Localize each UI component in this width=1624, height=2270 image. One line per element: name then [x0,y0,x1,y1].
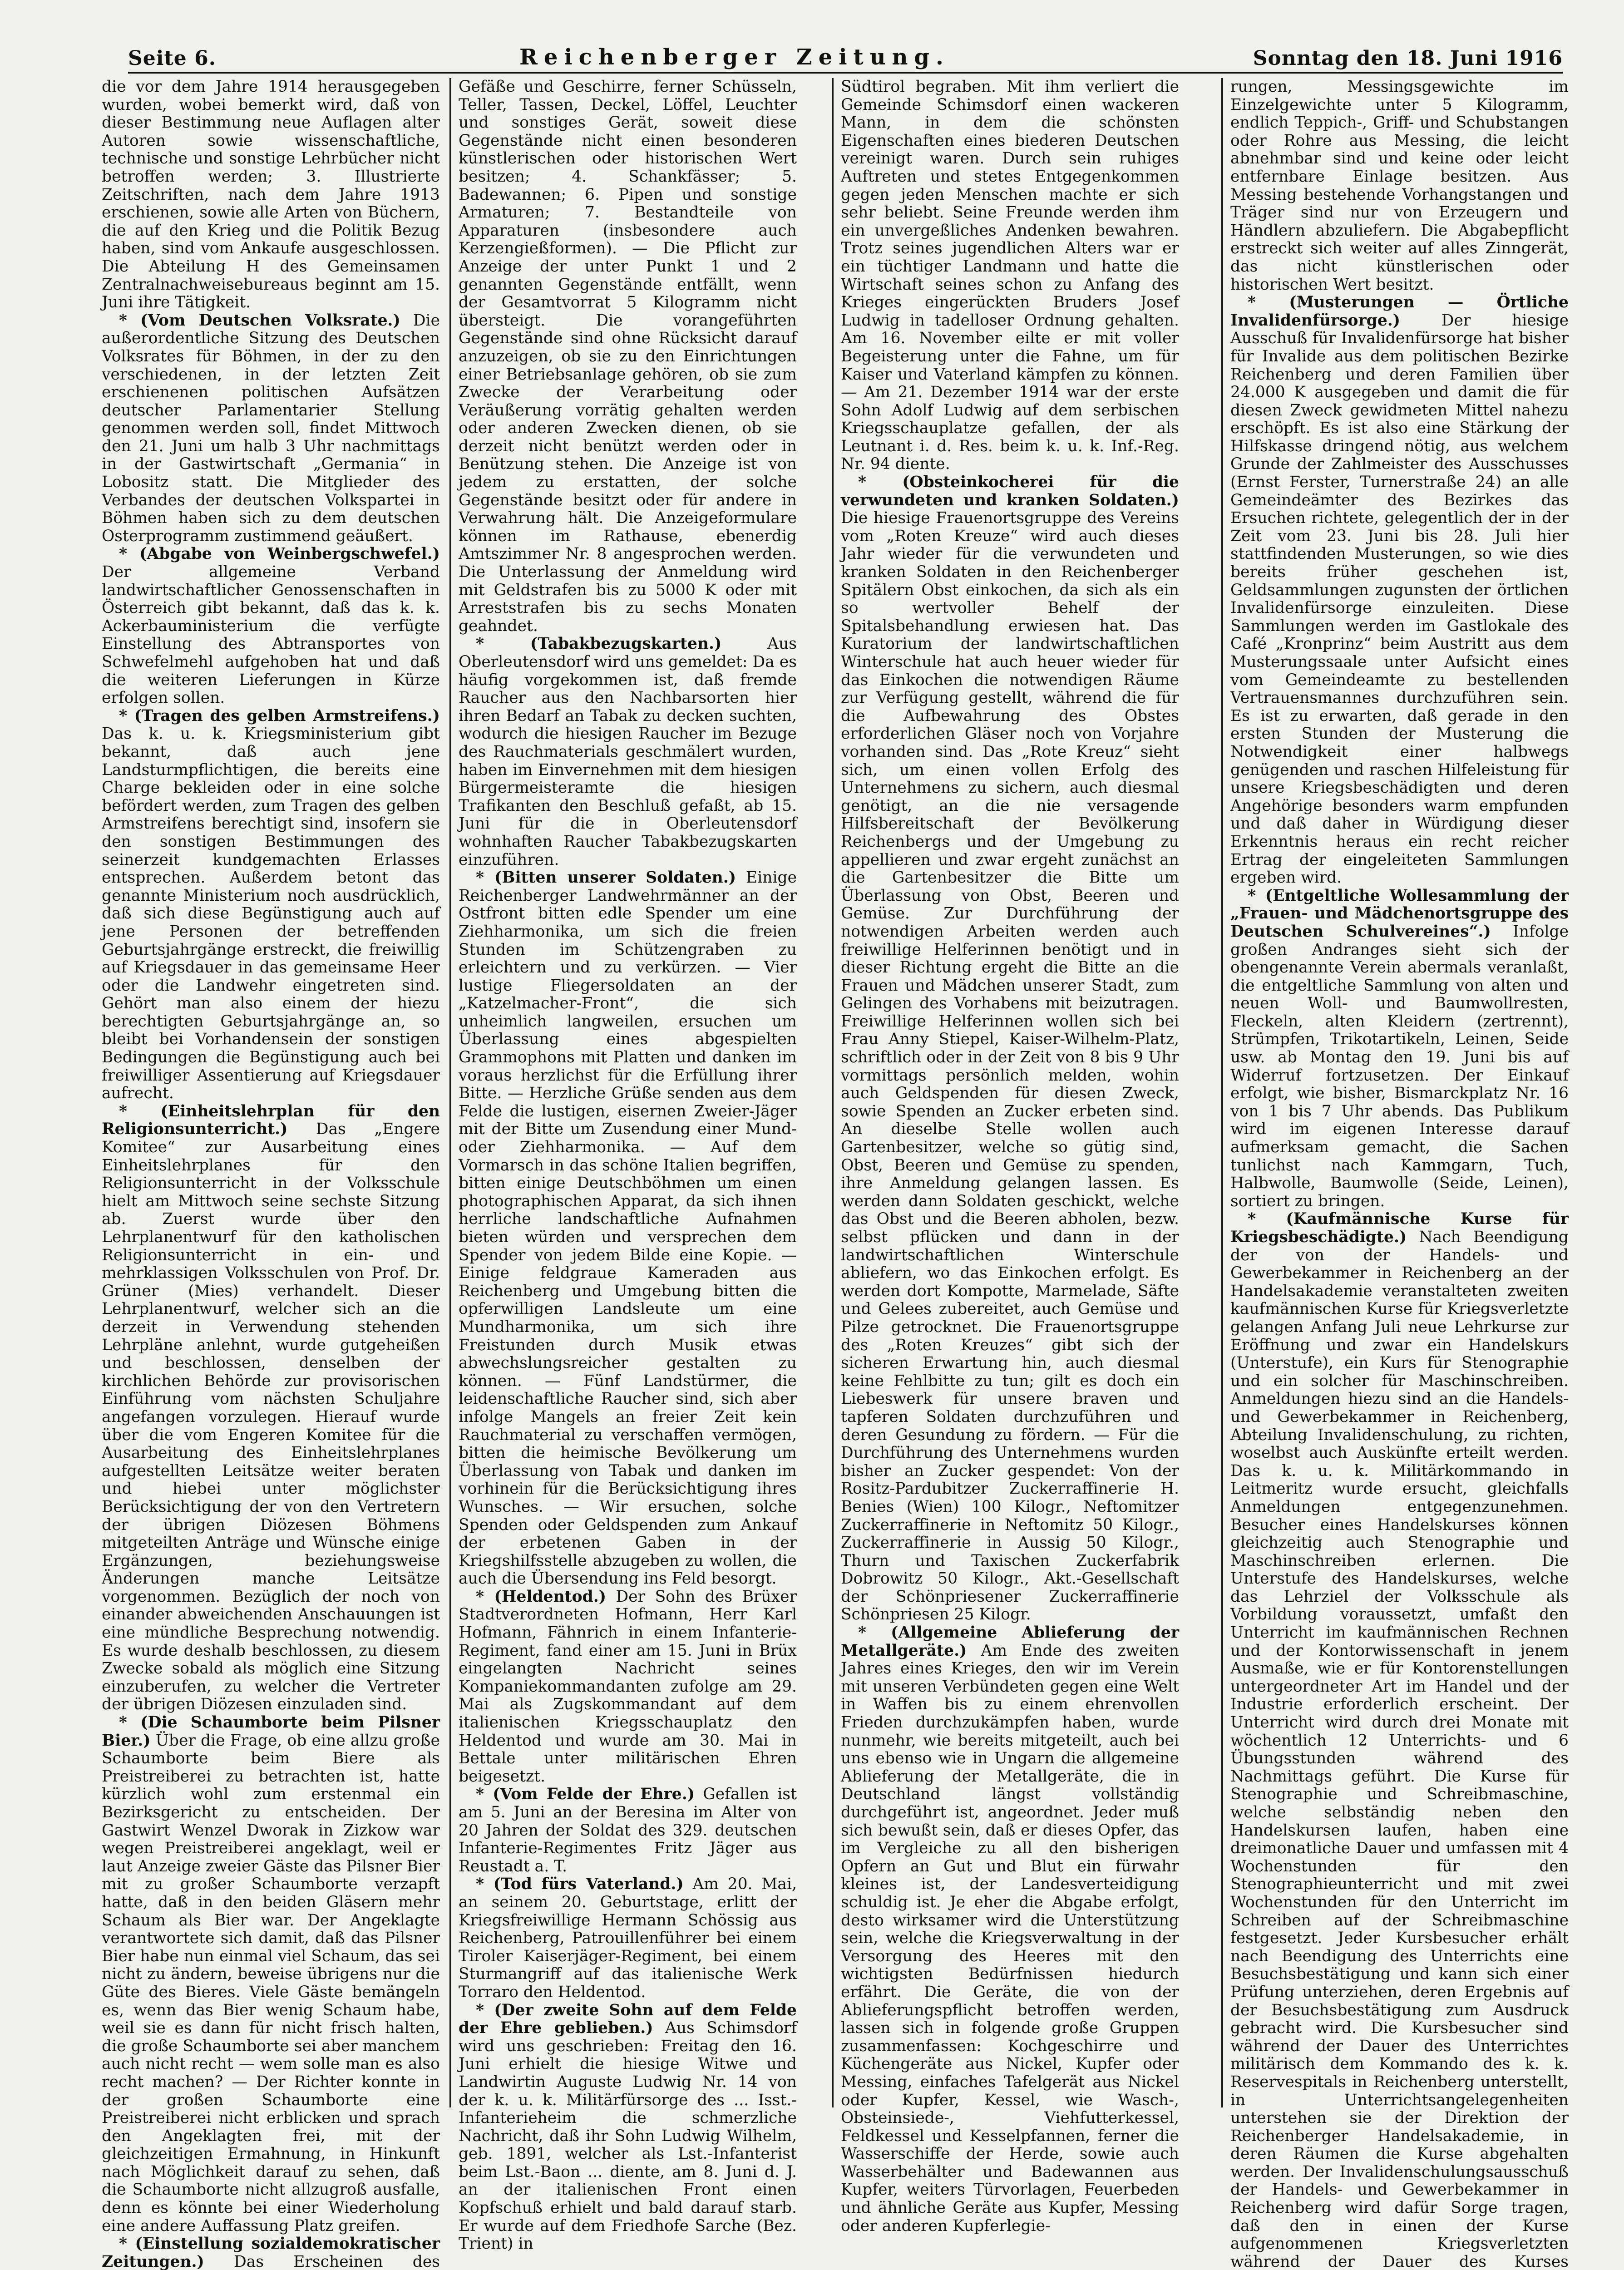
article-heading: * (Tod fürs Vaterland.) [476,1875,684,1894]
column-3 [841,78,1179,2235]
article-text: Am 20. Mai, an seinem 20. Geburtstage, erlitt der Kriegsfreiwillige Hermann Schössig aus Reichenberg, Patrouillenführer bei einem Tiroler Kaiserjäger-Regiment, bei einem Sturmangriff auf das italienische Werk Torraro den Heldentod. [459,1875,797,2001]
article-text: Das k. u. k. Kriegsministerium gibt bekannt, daß auch jene Landsturmpflichtigen, die bereits eine Charge bekleiden oder in eine solche befördert werden, zum Tragen des gelben Armstreifens berechtigt sind, insofern sie den sonstigen Bestimmungen des seinerzeit kundgemachten Erlasses entsprechen. Außerdem betont das genannte Ministerium noch ausdrücklich, daß sich diese Begünstigung auch auf jene Personen der betreffenden Geburtsjahrgänge erstreckt, die freiwillig auf Kriegsdauer in das gemeinsame Heer oder die Landwehr eingetreten sind. Gehört man also einem der hiezu berechtigten Geburtsjahrgänge an, so bleibt bei Vorhandensein der sonstigen Bedingungen die Begünstigung auch bei freiwilliger Assentierung auf Kriegsdauer aufrecht. [102,725,440,1103]
article-heading: * (Tragen des gelben Armstreifens.) [119,706,440,725]
article-paragraph [1230,294,1569,887]
article-heading: * (Einstellung sozialdemokratischer Zeitungen.) [102,2235,440,2270]
article-text: Das Erscheinen des [234,2252,440,2270]
article-paragraph [102,78,440,312]
article-paragraph [102,1714,440,2235]
article-heading: * (Der zweite Sohn auf dem Felde der Ehre geblieben.) [459,2001,797,2038]
article-paragraph [102,2235,440,2270]
article-paragraph [102,707,440,1103]
article-heading: * (Bitten unserer Soldaten.) [476,869,736,887]
article-paragraph [1230,1210,1569,2270]
article-heading: * (Entgeltliche Wollesammlung der „Frauen- und Mädchenortsgruppe des Deutschen Schulvereines“.) [1230,886,1569,941]
article-text: rungen, Messingsgewichte im Einzelgewichte unter 5 Kilogramm, endlich Teppich-, Griff- und Schubstangen oder Rohre aus Messing, die leicht abnehmbar sind und keine oder leicht entfernbare Einlage besitzen. Aus Messing bestehende Vorhangstangen und Träger sind nur von Erzeugern und Händlern abzuliefern. Die Abgabepflicht erstreckt sich weiter auf alles Zinngerät, das nicht künstlerischen oder historischen Wert besitzt. [1230,78,1569,294]
newspaper-title: Reichenberger Zeitung. [519,44,950,70]
article-paragraph [459,869,797,1588]
article-text: Der Sohn des Brüxer Stadtverordneten Hofmann, Herr Karl Hofmann, Fähnrich in einem Infanterie-Regiment, fand einer am 15. Juni in Brüx eingelangten Nachricht seines Kompaniekommandanten zufolge am 29. Mai als Zugskommandant auf dem italienischen Kriegsschauplatz den Heldentod und wurde am 30. Mai in Bettale unter militärischen Ehren beigesetzt. [459,1587,797,1786]
article-paragraph [841,474,1179,1624]
column-2 [459,78,797,2253]
article-paragraph [1230,78,1569,294]
article-text: Einige Reichenberger Landwehrmänner an der Ostfront bitten edle Spender um eine Ziehharmonika, um sich die freien Stunden im Schützengraben zu erleichtern und zu verkürzen. — Vier lustige Fliegersoldaten an der „Katzelmacher-Front“, die sich unheimlich langweilen, ersuchen um Überlassung eines abgespielten Grammophons mit Platten und danken im voraus herzlichst für die Erfüllung ihrer Bitte. — Herzliche Grüße senden aus dem Felde die lustigen, eisernen Zweier-Jäger mit der Bitte um Zusendung einer Mund- oder Ziehharmonika. — Auf dem Vormarsch in das schöne Italien begriffen, bitten einige Deutschböhmen um einen photographischen Apparat, da sich ihnen herrliche landschaftliche Aufnahmen bieten würden und versprechen dem Spender von jedem Bilde eine Kopie. — Einige feldgraue Kameraden aus Reichenberg und Umgebung bitten die opferwilligen Landsleute um eine Mundharmonika, um sich ihre Freistunden durch Musik etwas abwechslungsreicher gestalten zu können. — Fünf Landstürmer, die leidenschaftliche Raucher sind, sich aber infolge Mangels an freier Zeit kein Rauchmaterial zu verschaffen vermögen, bitten die heimische Bevölkerung um Überlassung von Tabak und danken im vorhinein für die Berücksichtigung ihres Wunsches. — Wir ersuchen, solche Spenden oder Geldspenden zum Ankauf der erbetenen Gaben in der Kriegshilfsstelle abzugeben zu wollen, die auch die Übersendung ins Feld besorgt. [459,869,797,1588]
article-heading: * (Kaufmännische Kurse für Kriegsbeschädigte.) [1230,1210,1569,1246]
article-paragraph [459,78,797,635]
header-rule [128,72,1563,74]
column-divider [1221,78,1223,2107]
article-text: Gefallen ist am 5. Juni an der Beresina im Alter von 20 Jahren der Soldat des 329. deutschen Infanterie-Regimentes Fritz Jäger aus Reustadt a. T. [459,1785,797,1875]
article-paragraph [459,1588,797,1786]
issue-date: Sonntag den 18. Juni 1916 [1253,47,1563,70]
article-text: die vor dem Jahre 1914 herausgegeben wurden, wobei bemerkt wird, daß von dieser Bestimmung neue Auflagen alter Autoren sowie wissenschaftliche, technische und sonstige Lehrbücher nicht betroffen werden; 3. Illustrierte Zeitschriften, nach dem Jahre 1913 erschienen, sowie alle Arten von Büchern, die auf den Krieg und die Politik Bezug haben, sind vom Ankaufe ausgeschlossen. Die Abteilung H des Gemeinsamen Zentralnachweisebureaus beginnt am 15. Juni ihre Tätigkeit. [102,78,440,312]
page-header [128,38,1563,70]
article-heading: * (Musterungen — Örtliche Invalidenfürsorge.) [1230,293,1569,330]
article-heading: * (Einheitslehrplan für den Religionsunterricht.) [102,1102,440,1139]
column-4 [1230,78,1569,2270]
article-text: Die hiesige Frauenortsgruppe des Vereins vom „Roten Kreuze“ wird auch dieses Jahr wieder für die verwundeten und kranken Soldaten in den Reichenberger Spitälern Obst einkochen, da sich als ein so wertvoller Behelf der Spitalsbehandlung erwiesen hat. Das Kuratorium der landwirtschaftlichen Winterschule hat auch heuer wieder für das Einkochen die notwendigen Räume zur Verfügung gestellt, während die für die Aufbewahrung des Obstes erforderlichen Gläser noch von Vorjahre vorhanden sind. Das „Rote Kreuz“ sieht sich, um einen vollen Erfolg des Unternehmens zu sichern, auch diesmal genötigt, an die nie versagende Hilfsbereitschaft der Bevölkerung Reichenbergs und der Umgebung zu appellieren und zwar ergeht zunächst an die Gartenbesitzer die Bitte um Überlassung von Obst, Beeren und Gemüse. Zur Durchführung der notwendigen Arbeiten werden auch freiwillige Helferinnen benötigt und in dieser Richtung ergeht die Bitte an die Frauen und Mädchen unserer Stadt, zum Gelingen des Vorhabens mit beizutragen. Freiwillige Helferinnen wollen sich bei Frau Anny Stiepel, Kaiser-Wilhelm-Platz, schriftlich oder in der Zeit von 8 bis 9 Uhr vormittags persönlich melden, wohin auch Geldspenden für diesen Zweck, sowie Spenden an Zucker erbeten sind. An dieselbe Stelle wollen auch Gartenbesitzer, welche so gütig sind, Obst, Beeren und Gemüse zu spenden, ihre Anmeldung gelangen lassen. Es werden dann Soldaten geschickt, welche das Obst und die Beeren abholen, bezw. selbst pflücken und dann in der landwirtschaftlichen Winterschule abliefern, wo das Einkochen erfolgt. Es werden dort Kompotte, Marmelade, Säfte und Gelees zubereitet, auch Gemüse und Pilze getrocknet. Die Frauenortsgruppe des „Roten Kreuzes“ gibt sich der sicheren Erwartung hin, auch diesmal keine Fehlbitte zu tun; gilt es doch ein Liebeswerk für unsere braven und tapferen Soldaten durchzuführen und deren Gesundung zu fördern. — Für die Durchführung des Unternehmens wurden bisher an Zucker gespendet: Von der Rositz-Pardubitzer Zuckerraffinerie H. Benies (Wien) 100 Kilogr., Neftomitzer Zuckerraffinerie in Neftomitz 50 Kilogr., Zuckerraffinerie in Aussig 50 Kilogr., Thurn und Taxischen Zuckerfabrik Dobrowitz 50 Kilogr., Akt.-Gesellschaft der Schönpriesener Zuckerraffinerie Schönpriesen 25 Kilogr. [841,509,1179,1624]
article-heading: * (Vom Felde der Ehre.) [476,1785,695,1804]
article-paragraph [1230,887,1569,1211]
article-heading: * (Tabakbezugskarten.) [476,635,722,653]
article-text: Der allgemeine Verband landwirtschaftlicher Genossenschaften in Österreich gibt bekannt, daß das k. k. Ackerbauministerium die verfügte Einstellung des Abtransportes von Schwefelmehl aufgehoben hat und daß die weiteren Lieferungen in Kürze erfolgen sollen. [102,563,440,707]
article-paragraph [841,1624,1179,2235]
article-text: Aus Oberleutensdorf wird uns gemeldet: Da es häufig vorgekommen ist, daß fremde Raucher aus den Nachbarsorten hier ihren Bedarf an Tabak zu decken suchten, wodurch die hiesigen Raucher im Bezuge des Rauchmaterials geschmälert wurden, haben im Einvernehmen mit dem hiesigen Bürgermeisteramte die hiesigen Trafikanten den Beschluß gefaßt, ab 15. Juni für die in Oberleutensdorf wohnhaften Raucher Tabakbezugskarten einzuführen. [459,635,797,869]
article-text: Nach Beendigung der von der Handels- und Gewerbekammer in Reichenberg an der Handelsakademie veranstalteten zweiten kaufmännischen Kurse für Kriegsverletzte gelangen Anfang Juli neue Lehrkurse zur Eröffnung und zwar ein Handelskurs (Unterstufe), ein Kurs für Stenographie und ein solcher für Maschinschreiben. Anmeldungen hiezu sind an die Handels- und Gewerbekammer in Reichenberg, Abteilung Invalidenschulung, zu richten, woselbst auch Auskünfte erteilt werden. Das k. u. k. Militärkommando in Leitmeritz wurde ersucht, gleichfalls Anmeldungen entgegenzunehmen. Besucher eines Handelskurses können gleichzeitig auch Stenographie und Maschinschreiben erlernen. Die Unterstufe des Handelskurses, welche das Lehrziel der Volksschule als Vorbildung voraussetzt, umfaßt den Unterricht im kaufmännischen Rechnen und der Kontorwissenschaft in jenem Ausmaße, wie er für Kontorenstellungen untergeordneter Art im Handel und der Industrie erforderlich erscheint. Der Unterricht wird durch drei Monate mit wöchentlich 12 Unterrichts- und 6 Übungsstunden während des Nachmittags geführt. Die Kurse für Stenographie und Schreibmaschine, welche selbständig neben den Handelskursen laufen, haben eine dreimonatliche Dauer und umfassen mit 4 Wochenstunden für den Stenographieunterricht und mit zwei Wochenstunden für den Unterricht im Schreiben auf der Schreibmaschine festgesetzt. Jeder Kursbesucher erhält nach Beendigung des Unterrichts eine Besuchsbestätigung und kann sich einer Prüfung unterziehen, deren Ergebnis auf der Besuchsbestätigung zum Ausdruck gebracht wird. Die Kursbesucher sind während der Dauer des Unterrichtes militärisch dem Kommando des k. k. Reservespitals in Reichenberg unterstellt, in Unterrichtsangelegenheiten unterstehen sie der Direktion der Reichenberger Handelsakademie, in deren Räumen die Kurse abgehalten werden. Der Invalidenschulungsausschuß der Handels- und Gewerbekammer in Reichenberg wird dafür Sorge tragen, daß den in einen der Kurse aufgenommenen Kriegsverletzten während der Dauer des Kurses [1230,1228,1569,2270]
article-text: Über die Frage, ob eine allzu große Schaumborte beim Biere als Preistreiberei zu betrachten ist, hatte kürzlich wohl zum erstenmal ein Bezirksgericht zu entscheiden. Der Gastwirt Wenzel Dworak in Zizkow war wegen Preistreiberei angeklagt, weil er laut Anzeige zweier Gäste das Pilsner Bier mit zu großer Schaumborte verzapft hatte, daß in den beiden Gläsern mehr Schaum als Bier war. Der Angeklagte verantwortete sich damit, daß das Pilsner Bier habe nun einmal viel Schaum, das sei nicht zu ändern, beweise übrigens nur die Güte des Bieres. Viele Gäste bemängeln es, wenn das Bier wenig Schaum habe, weil sie es dann für nicht frisch halten, die große Schaumborte sei aber manchem auch nicht recht — wem solle man es also recht machen? — Der Richter konnte in der großen Schaumborte eine Preistreiberei nicht erblicken und sprach den Angeklagten frei, mit der gleichzeitigen Ermahnung, in Hinkunft nach Möglichkeit darauf zu sehen, daß die Schaumborte nicht allzugroß ausfalle, denn es könnte bei einer Wiederholung eine andere Auffassung Platz greifen. [102,1731,440,2235]
article-heading: * (Obsteinkocherei für die verwundeten und kranken Soldaten.) [841,473,1179,509]
article-text: Der hiesige Ausschuß für Invalidenfürsorge hat bisher für Invalide aus dem politischen Bezirke Reichenberg und deren Familien über 24.000 K ausgegeben und damit die für diesen Zweck gewidmeten Mittel nahezu erschöpft. Es ist also eine Stärkung der Hilfskasse dringend nötig, aus welchem Grunde der Zahlmeister des Ausschusses (Ernst Ferster, Turnerstraße 24) an alle Gemeindeämter des Bezirkes das Ersuchen richtete, gelegentlich der in der Zeit vom 23. Juni bis 28. Juli hier stattfindenden Musterungen, so wie dies bereits früher geschehen ist, Geldsammlungen zugunsten der örtlichen Invalidenfürsorge einzuleiten. Diese Sammlungen werden im Gastlokale des Café „Kronprinz“ beim Austritt aus dem Musterungssaale unter Aufsicht eines vom Gemeindeamte zu bestellenden Vertrauensmannes durchzuführen sein. Es ist zu erwarten, daß gerade in den ersten Stunden der Musterung die Notwendigkeit einer halbwegs genügenden und raschen Hilfeleistung für unsere Kriegsbeschädigten und deren Angehörige besonders warm empfunden und daß daher in Würdigung dieser Erkenntnis heraus ein recht reicher Ertrag der eingeleiteten Sammlungen ergeben wird. [1230,311,1569,887]
article-text: Gefäße und Geschirre, ferner Schüsseln, Teller, Tassen, Deckel, Löffel, Leuchter und sonstiges Gerät, soweit diese Gegenstände nicht einen besonderen künstlerischen oder historischen Wert besitzen; 4. Schankfässer; 5. Badewannen; 6. Pipen und sonstige Armaturen; 7. Bestandteile von Apparaturen (insbesondere auch Kerzengießformen). — Die Pflicht zur Anzeige der unter Punkt 1 und 2 genannten Gegenstände entfällt, wenn der Gesamtvorrat 5 Kilogramm nicht übersteigt. Die vorangeführten Gegenstände sind ohne Rücksicht darauf anzuzeigen, ob sie zu den Einrichtungen einer Betriebsanlage gehören, ob sie zum Zwecke der Verarbeitung oder Veräußerung vorrätig gehalten werden oder anderen Zwecken dienen, ob sie derzeit nicht benützt werden oder in Benützung stehen. Die Anzeige ist von jedem zu erstatten, der solche Gegenstände besitzt oder für andere in Verwahrung hält. Die Anzeigeformulare können im Rathause, ebenerdig Amtszimmer Nr. 8 angesprochen werden. Die Unterlassung der Anmeldung wird mit Geldstrafen bis zu 5000 K oder mit Arreststrafen bis zu sechs Monaten geahndet. [459,78,797,635]
article-text: Südtirol begraben. Mit ihm verliert die Gemeinde Schimsdorf einen wackeren Mann, in dem die schönsten Eigenschaften eines biederen Deutschen vereinigt waren. Durch sein ruhiges Auftreten und stetes Entgegenkommen gegen jeden Menschen machte er sich sehr beliebt. Seine Freunde werden ihm ein unvergeßliches Andenken bewahren. Trotz seines jugendlichen Alters war er ein tüchtiger Landmann und hatte die Wirtschaft seines schon zu Anfang des Krieges eingerückten Bruders Josef Ludwig in tadelloser Ordnung gehalten. Am 16. November eilte er mit voller Begeisterung unter die Fahne, um für Kaiser und Vaterland kämpfen zu können. — Am 21. Dezember 1914 war der erste Sohn Adolf Ludwig auf dem serbischen Kriegsschauplatze gefallen, der als Leutnant i. d. Res. beim k. u. k. Inf.-Reg. Nr. 94 diente. [841,78,1179,474]
column-divider [832,78,834,2107]
article-paragraph [459,1786,797,1875]
article-text: Das „Engere Komitee“ zur Ausarbeitung eines Einheitslehrplanes für den Religionsunterricht in der Volksschule hielt am Mittwoch seine sechste Sitzung ab. Zuerst wurde über den Lehrplanentwurf für den katholischen Religionsunterricht in ein- und mehrklassigen Volksschulen von Prof. Dr. Grüner (Mies) verhandelt. Dieser Lehrplanentwurf, welcher sich an die derzeit in Verwendung stehenden Lehrpläne anlehnt, wurde gutgeheißen und beschlossen, denselben der kirchlichen Behörde zur provisorischen Einführung vom nächsten Schuljahre angefangen vorzulegen. Hierauf wurde über die vom Engeren Komitee für die Ausarbeitung des Einheitslehrplanes aufgestellten Leitsätze weiter beraten und hiebei unter möglichster Berücksichtigung der von den Vertretern der übrigen Diözesen Böhmens mitgeteilten Anträge und Wünsche einige Ergänzungen, beziehungsweise Änderungen manche Leitsätze vorgenommen. Bezüglich der noch von einander abweichenden Anschauungen ist eine mündliche Besprechung notwendig. Es wurde deshalb beschlossen, zu diesem Zwecke sobald als möglich eine Sitzung einzuberufen, zu welcher die Vertreter der übrigen Diözesen einzuladen sind. [102,1120,440,1714]
article-heading: * (Vom Deutschen Volksrate.) [119,311,400,330]
article-heading: * (Allgemeine Ablieferung der Metallgeräte.) [841,1624,1179,1660]
article-heading: * (Heldentod.) [476,1587,607,1606]
article-text: Infolge großen Andranges sieht sich der obengenannte Verein abermals veranlaßt, die entgeltliche Sammlung von alten und neuen Woll- und Baumwollresten, Fleckeln, alten Kleidern (zertrennt), Strümpfen, Trikotartikeln, Leinen, Seide usw. ab Montag den 19. Juni bis auf Widerruf fortzusetzen. Der Einkauf erfolgt, wie bisher, Bismarckplatz Nr. 16 von 1 bis 7 Uhr abends. Das Publikum wird im eigenen Interesse darauf aufmerksam gemacht, die Sachen tunlichst nach Kammgarn, Tuch, Halbwolle, Baumwolle (Seide, Leinen), sortiert zu bringen. [1230,922,1569,1210]
column-divider [449,78,451,2107]
article-text: Die außerordentliche Sitzung des Deutschen Volksrates für Böhmen, in der zu den verschiedenen, in der letzten Zeit erschienenen politischen Aufsätzen deutscher Parlamentarier Stellung genommen werden soll, findet Mittwoch den 21. Juni um halb 3 Uhr nachmittags in der Gastwirtschaft „Germania“ in Lobositz statt. Die Mitglieder des Verbandes der deutschen Volkspartei in Böhmen haben sich zu dem deutschen Osterprogramm zustimmend geäußert. [102,311,440,545]
column-1 [102,78,440,2270]
article-paragraph [459,1875,797,2001]
article-paragraph [459,2002,797,2253]
article-text: Aus Schimsdorf wird uns geschrieben: Freitag den 16. Juni erhielt die hiesige Witwe und Landwirtin Auguste Ludwig Nr. 14 von der k. u. k. Militärfürsorge des ... Isst.-Infanterieheim die schmerzliche Nachricht, daß ihr Sohn Ludwig Wilhelm, geb. 1891, welcher als Lst.-Infanterist beim Lst.-Baon ... diente, am 8. Juni d. J. an der italienischen Front einen Kopfschuß erhielt und bald darauf starb. Er wurde auf dem Friedhofe Sarche (Bez. Trient) in [459,2019,797,2253]
article-paragraph [841,78,1179,474]
page-number: Seite 6. [128,47,217,70]
article-paragraph [102,312,440,546]
article-paragraph [102,1103,440,1714]
article-heading: * (Abgabe von Weinbergschwefel.) [119,545,440,563]
article-heading: * (Die Schaumborte beim Pilsner Bier.) [102,1713,440,1750]
article-text: Am Ende des zweiten Jahres eines Krieges, den wir im Verein mit unseren Verbündeten gegen eine Welt in Waffen bis zu einem ehrenvollen Frieden durchzukämpfen haben, wurde nunmehr, wie bereits mitgeteilt, auch bei uns ebenso wie in Ungarn die allgemeine Ablieferung der Metallgeräte, die in Deutschland längst vollständig durchgeführt ist, angeordnet. Jeder muß sich bewußt sein, daß er dieses Opfer, das im Vergleiche zu all den bisherigen Opfern an Gut und Blut ein fürwahr kleines ist, der Landesverteidigung schuldig ist. Je eher die Abgabe erfolgt, desto wirksamer wird die Unterstützung sein, welche die Kriegsverwaltung in der Versorgung des Heeres mit den wichtigsten Bedürfnissen hiedurch erfährt. Die Geräte, die von der Ablieferungspflicht betroffen werden, lassen sich in folgende große Gruppen zusammenfassen: Kochgeschirre und Küchengeräte aus Nickel, Kupfer oder Messing, einfaches Tafelgerät aus Nickel oder Kupfer, Kessel, wie Wasch-, Obsteinsiede-, Viehfutterkessel, Feldkessel und Kesselpfannen, ferner die Wasserschiffe der Herde, sowie auch Wasserbehälter und Badewannen aus Kupfer, weiters Türvorlagen, Feuerbeden und ähnliche Geräte aus Kupfer, Messing oder anderen Kupferlegie- [841,1641,1179,2235]
article-paragraph [102,545,440,707]
article-paragraph [459,635,797,869]
